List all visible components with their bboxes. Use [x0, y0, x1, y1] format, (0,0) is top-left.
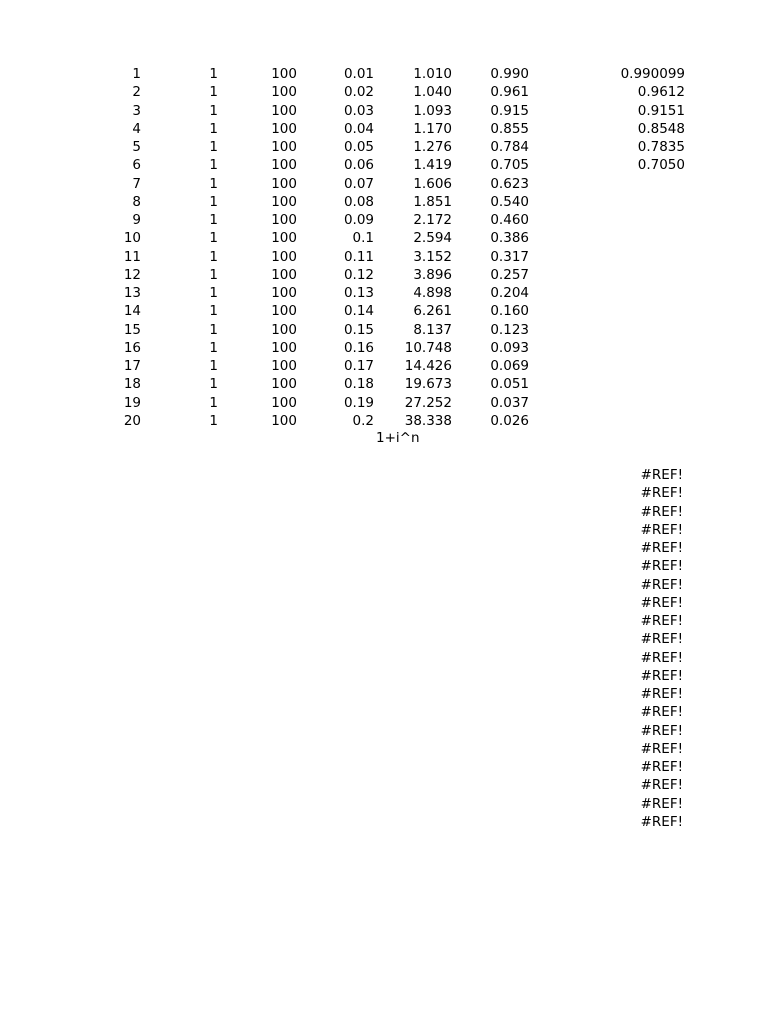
rate-cell: 0.12 [343, 266, 374, 283]
one-cell: 1 [209, 212, 218, 228]
factor-cell: 19.673 [404, 376, 452, 393]
one-cell: 1 [209, 412, 218, 429]
table-row [0, 266, 768, 284]
table-row [0, 248, 768, 266]
ref-error-cell: #REF! [640, 704, 683, 721]
table-row [0, 412, 768, 430]
rate-cell: 0.1 [352, 230, 374, 247]
period-cell: 2 [132, 84, 141, 101]
rate-cell: 0.03 [343, 102, 374, 119]
factor-cell: 1.419 [413, 157, 452, 174]
principal-cell: 100 [271, 248, 297, 265]
factor-cell: 1.093 [413, 102, 452, 119]
principal-cell: 100 [271, 193, 297, 210]
one-cell: 1 [209, 175, 218, 192]
discount-cell: 0.204 [490, 285, 529, 301]
rate-cell: 0.08 [343, 193, 374, 210]
principal-cell: 100 [271, 175, 297, 192]
factor-cell: 2.172 [413, 212, 452, 228]
factor-cell: 1.010 [413, 66, 452, 82]
table-row [0, 321, 768, 339]
formula-label: 1+i^n [376, 430, 420, 446]
rate-cell: 0.01 [343, 66, 374, 82]
rate-cell: 0.15 [343, 321, 374, 338]
ref-error-cell: #REF! [640, 521, 683, 538]
table-row [0, 120, 768, 138]
principal-cell: 100 [271, 139, 297, 155]
one-cell: 1 [209, 230, 218, 247]
principal-cell: 100 [271, 321, 297, 338]
side-value-cell: 0.990099 [620, 66, 685, 82]
factor-cell: 38.338 [404, 412, 452, 429]
period-cell: 10 [123, 230, 141, 247]
period-cell: 17 [123, 358, 141, 374]
period-cell: 16 [123, 339, 141, 356]
factor-cell: 1.040 [413, 84, 452, 101]
table-row [0, 65, 768, 83]
discount-cell: 0.623 [490, 175, 529, 192]
one-cell: 1 [209, 321, 218, 338]
table-row [0, 193, 768, 211]
ref-error-cell: #REF! [640, 467, 683, 483]
factor-cell: 4.898 [413, 285, 452, 301]
rate-cell: 0.06 [343, 157, 374, 174]
table-row [0, 284, 768, 302]
side-value-cell: 0.8548 [637, 120, 685, 137]
principal-cell: 100 [271, 120, 297, 137]
ref-error-cell: #REF! [640, 813, 683, 830]
discount-cell: 0.961 [490, 84, 529, 101]
period-cell: 19 [123, 394, 141, 411]
period-cell: 3 [132, 102, 141, 119]
rate-cell: 0.02 [343, 84, 374, 101]
period-cell: 20 [123, 412, 141, 429]
principal-cell: 100 [271, 339, 297, 356]
factor-cell: 1.276 [413, 139, 452, 155]
one-cell: 1 [209, 84, 218, 101]
factor-cell: 14.426 [404, 358, 452, 374]
ref-error-cell: #REF! [640, 594, 683, 611]
factor-cell: 8.137 [413, 321, 452, 338]
discount-cell: 0.069 [490, 358, 529, 374]
ref-error-cell: #REF! [640, 722, 683, 739]
period-cell: 11 [123, 248, 141, 265]
rate-cell: 0.13 [343, 285, 374, 301]
principal-cell: 100 [271, 303, 297, 320]
one-cell: 1 [209, 66, 218, 82]
rate-cell: 0.16 [343, 339, 374, 356]
one-cell: 1 [209, 157, 218, 174]
principal-cell: 100 [271, 157, 297, 174]
discount-cell: 0.784 [490, 139, 529, 155]
period-cell: 7 [132, 175, 141, 192]
discount-cell: 0.317 [490, 248, 529, 265]
one-cell: 1 [209, 394, 218, 411]
rate-cell: 0.09 [343, 212, 374, 228]
discount-cell: 0.705 [490, 157, 529, 174]
rate-cell: 0.18 [343, 376, 374, 393]
one-cell: 1 [209, 358, 218, 374]
table-row [0, 229, 768, 247]
discount-cell: 0.855 [490, 120, 529, 137]
table-row [0, 375, 768, 393]
period-cell: 13 [123, 285, 141, 301]
period-cell: 8 [132, 193, 141, 210]
one-cell: 1 [209, 193, 218, 210]
side-value-cell: 0.9151 [637, 102, 685, 119]
principal-cell: 100 [271, 84, 297, 101]
principal-cell: 100 [271, 66, 297, 82]
ref-error-cell: #REF! [640, 631, 683, 648]
period-cell: 15 [123, 321, 141, 338]
principal-cell: 100 [271, 285, 297, 301]
principal-cell: 100 [271, 412, 297, 429]
discount-cell: 0.257 [490, 266, 529, 283]
ref-error-cell: #REF! [640, 558, 683, 575]
rate-cell: 0.2 [352, 412, 374, 429]
principal-cell: 100 [271, 212, 297, 228]
rate-cell: 0.11 [343, 248, 374, 265]
rate-cell: 0.17 [343, 358, 374, 374]
table-row [0, 302, 768, 320]
ref-error-column [641, 466, 683, 831]
side-value-cell: 0.7050 [637, 157, 685, 174]
table-row [0, 156, 768, 174]
table-row [0, 102, 768, 120]
discount-cell: 0.051 [490, 376, 529, 393]
discount-cell: 0.160 [490, 303, 529, 320]
period-cell: 18 [123, 376, 141, 393]
discount-cell: 0.915 [490, 102, 529, 119]
ref-error-cell: #REF! [640, 649, 683, 666]
discount-cell: 0.123 [490, 321, 529, 338]
factor-cell: 27.252 [404, 394, 452, 411]
period-cell: 1 [132, 66, 141, 82]
one-cell: 1 [209, 102, 218, 119]
factor-cell: 1.170 [413, 120, 452, 137]
rate-cell: 0.04 [343, 120, 374, 137]
one-cell: 1 [209, 303, 218, 320]
period-cell: 12 [123, 266, 141, 283]
period-cell: 6 [132, 157, 141, 174]
one-cell: 1 [209, 120, 218, 137]
ref-error-cell: #REF! [640, 740, 683, 757]
principal-cell: 100 [271, 394, 297, 411]
table-row [0, 175, 768, 193]
side-value-cell: 0.9612 [637, 84, 685, 101]
one-cell: 1 [209, 376, 218, 393]
table-row [0, 339, 768, 357]
ref-error-cell: #REF! [640, 540, 683, 556]
period-cell: 4 [132, 120, 141, 137]
period-cell: 9 [132, 212, 141, 228]
discount-cell: 0.037 [490, 394, 529, 411]
period-cell: 5 [132, 139, 141, 155]
table-row [0, 394, 768, 412]
discount-cell: 0.026 [490, 412, 529, 429]
rate-cell: 0.14 [343, 303, 374, 320]
principal-cell: 100 [271, 376, 297, 393]
factor-cell: 2.594 [413, 230, 452, 247]
one-cell: 1 [209, 139, 218, 155]
side-value-cell: 0.7835 [637, 139, 685, 155]
rate-cell: 0.19 [343, 394, 374, 411]
one-cell: 1 [209, 339, 218, 356]
factor-cell: 6.261 [413, 303, 452, 320]
ref-error-cell: #REF! [640, 485, 683, 502]
principal-cell: 100 [271, 266, 297, 283]
ref-error-cell: #REF! [640, 576, 683, 593]
table-row [0, 357, 768, 375]
principal-cell: 100 [271, 230, 297, 247]
factor-cell: 1.851 [413, 193, 452, 210]
discount-cell: 0.990 [490, 66, 529, 82]
ref-error-cell: #REF! [640, 667, 683, 684]
ref-error-cell: #REF! [640, 759, 683, 775]
factor-cell: 3.152 [413, 248, 452, 265]
one-cell: 1 [209, 285, 218, 301]
one-cell: 1 [209, 266, 218, 283]
discount-cell: 0.386 [490, 230, 529, 247]
discount-cell: 0.093 [490, 339, 529, 356]
period-cell: 14 [123, 303, 141, 320]
one-cell: 1 [209, 248, 218, 265]
discount-cell: 0.460 [490, 212, 529, 228]
ref-error-cell: #REF! [640, 686, 683, 702]
principal-cell: 100 [271, 358, 297, 374]
ref-error-cell: #REF! [640, 613, 683, 629]
ref-error-cell: #REF! [640, 795, 683, 812]
rate-cell: 0.05 [343, 139, 374, 155]
ref-error-cell: #REF! [640, 777, 683, 794]
table-row [0, 211, 768, 229]
rate-cell: 0.07 [343, 175, 374, 192]
factor-cell: 10.748 [404, 339, 452, 356]
table-row [0, 138, 768, 156]
discount-cell: 0.540 [490, 193, 529, 210]
factor-cell: 3.896 [413, 266, 452, 283]
principal-cell: 100 [271, 102, 297, 119]
ref-error-cell: #REF! [640, 503, 683, 520]
factor-cell: 1.606 [413, 175, 452, 192]
table-row [0, 83, 768, 101]
